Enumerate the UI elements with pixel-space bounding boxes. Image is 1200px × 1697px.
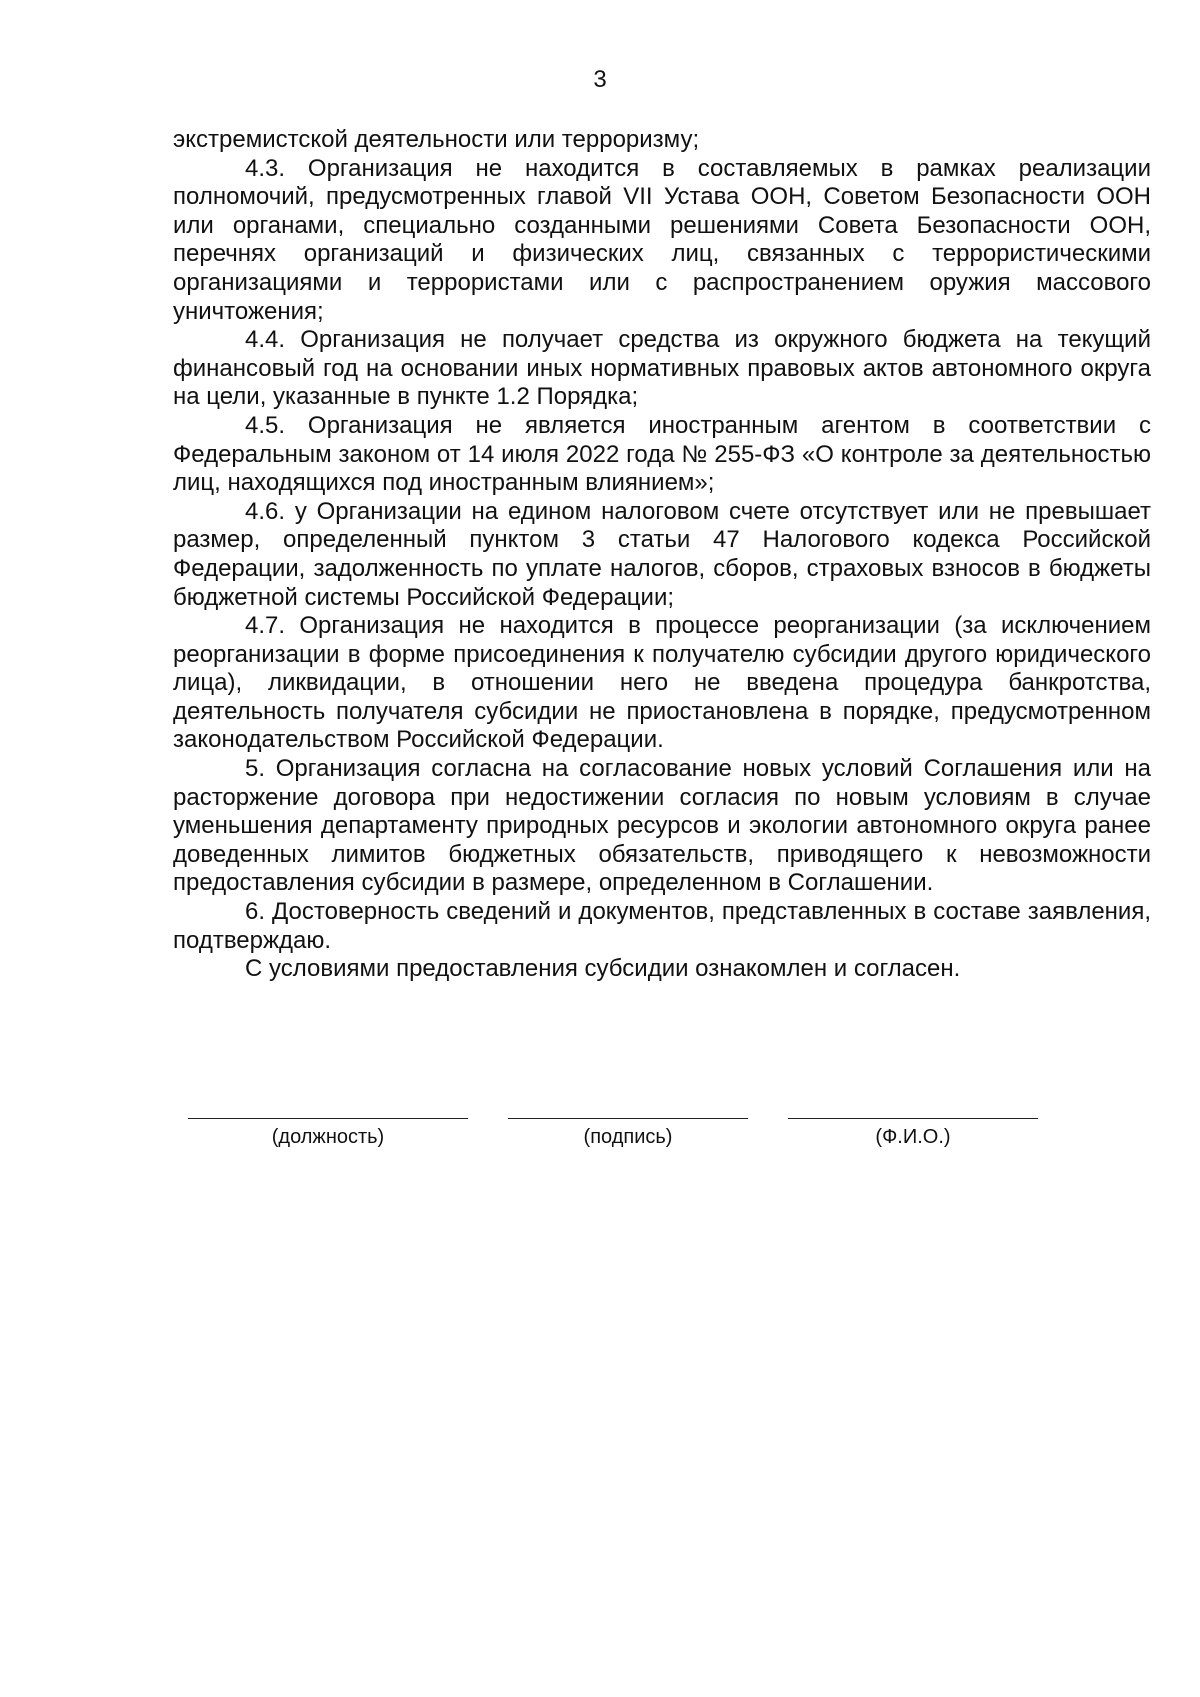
signature-block bbox=[188, 1118, 1038, 1178]
paragraph-4-4: 4.4. Организация не получает средства из окружного бюджета на текущий финансовый год на основании иных нормативных правовых актов автономного округа на цели, указанные в пункте 1.2 Порядка; bbox=[173, 326, 1151, 411]
paragraph-4-3: 4.3. Организация не находится в составляемых в рамках реализации полномочий, предусмотренных главой VII Устава ООН, Советом Безопасности ООН или органами, специально созданными решениями Совета Безопасности ООН, перечнях организаций и физических лиц, связанных с террористическими организациями и террористами или с распространением оружия массового уничтожения; bbox=[173, 154, 1151, 325]
paragraph-5: 5. Организация согласна на согласование новых условий Соглашения или на расторжение договора при недостижении согласия по новым условиям в случае уменьшения департаменту природных ресурсов и экологии автономного округа ранее доведенных лимитов бюджетных обязательств, приводящего к невозможности предоставления субсидии в размере, определенном в Соглашении. bbox=[173, 755, 1151, 897]
position-label: (должность) bbox=[271, 1126, 385, 1148]
signature-sign-field bbox=[508, 1118, 748, 1149]
paragraph-4-7: 4.7. Организация не находится в процессе реорганизации (за исключением реорганизации в форме присоединения к получателю субсидии другого юридического лица), ликвидации, в отношении него не введена процедура банкротства, деятельность получателя субсидии не приостановлена в порядке, предусмотренном законодательством Российской Федерации. bbox=[173, 612, 1151, 754]
signature-line bbox=[508, 1118, 748, 1119]
signature-name-field bbox=[788, 1118, 1038, 1149]
paragraph-4-5: 4.5. Организация не является иностранным агентом в соответствии с Федеральным законом от 14 июля 2022 года № 255-ФЗ «О контроле за деятельностью лиц, находящихся под иностранным влиянием»; bbox=[173, 411, 1151, 497]
signature-label: (подпись) bbox=[583, 1126, 673, 1148]
name-line bbox=[788, 1118, 1038, 1119]
document-body bbox=[173, 126, 1151, 984]
page-number: 3 bbox=[593, 66, 607, 93]
paragraph-agreement: С условиями предоставления субсидии ознакомлен и согласен. bbox=[245, 955, 961, 983]
signature-position-field bbox=[188, 1118, 468, 1149]
paragraph-6: 6. Достоверность сведений и документов, представленных в составе заявления, подтверждаю. bbox=[173, 898, 1151, 954]
name-label: (Ф.И.О.) bbox=[875, 1126, 951, 1148]
paragraph-continuation: экстремистской деятельности или терроризму; bbox=[173, 126, 700, 153]
position-line bbox=[188, 1118, 468, 1119]
paragraph-4-6: 4.6. у Организации на едином налоговом счете отсутствует или не превышает размер, определенный пунктом 3 статьи 47 Налогового кодекса Российской Федерации, задолженность по уплате налогов, сборов, страховых взносов в бюджеты бюджетной системы Российской Федерации; bbox=[173, 497, 1151, 611]
